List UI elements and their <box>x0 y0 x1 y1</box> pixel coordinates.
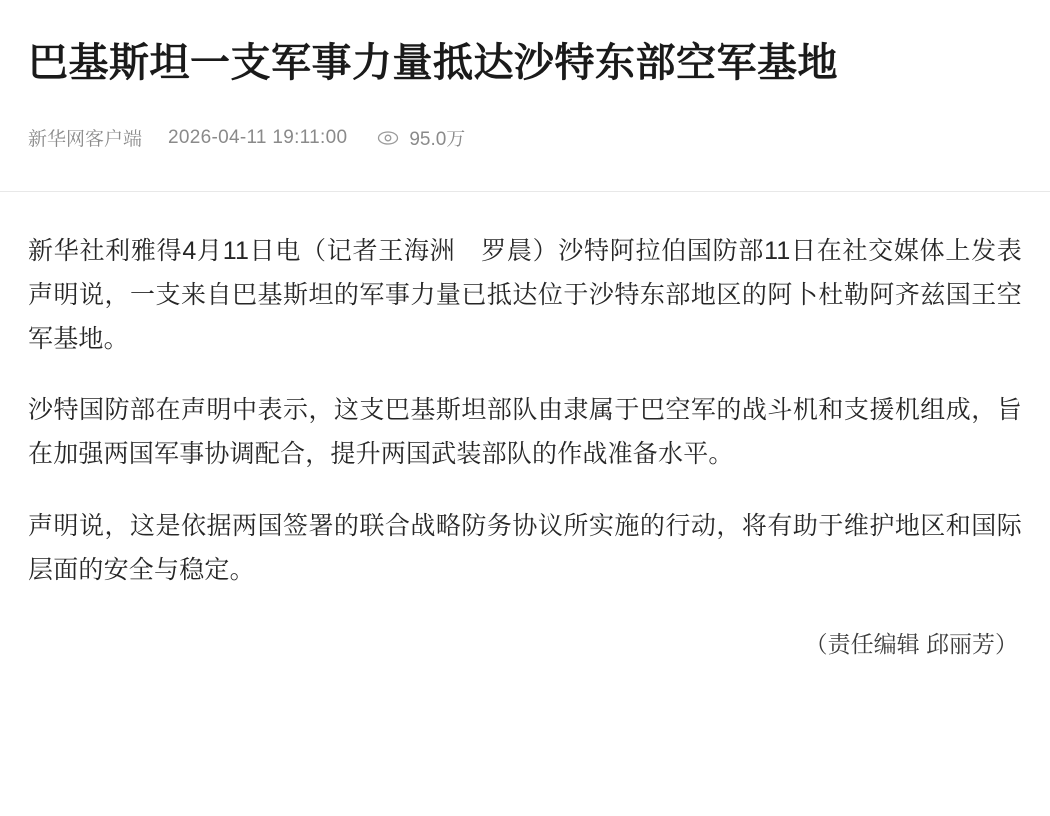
article-paragraph: 沙特国防部在声明中表示，这支巴基斯坦部队由隶属于巴空军的战斗机和支援机组成，旨在加强两国军事协调配合，提升两国武装部队的作战准备水平。 <box>28 396 1022 468</box>
article-body <box>28 230 1022 592</box>
article-views <box>377 124 465 151</box>
eye-icon <box>377 127 399 149</box>
article-datetime: 2026-04-11 19:11:00 <box>168 126 348 148</box>
article-source: 新华网客户端 <box>28 129 143 150</box>
responsible-editor: （责任编辑 邱丽芳） <box>804 631 1018 658</box>
page-title: 巴基斯坦一支军事力量抵达沙特东部空军基地 <box>28 41 838 85</box>
article-paragraph: 声明说，这是依据两国签署的联合战略防务协议所实施的行动，将有助于维护地区和国际层面的安全与稳定。 <box>28 511 1022 584</box>
article-paragraph: 新华社利雅得4月11日电（记者王海洲 罗晨）沙特阿拉伯国防部11日在社交媒体上发表声明说，一支来自巴基斯坦的军事力量已抵达位于沙特东部地区的阿卜杜勒阿齐兹国王空军基地。 <box>28 237 1022 353</box>
article-meta <box>28 124 1022 151</box>
views-count: 95.0万 <box>409 129 466 150</box>
header-divider <box>0 191 1050 192</box>
